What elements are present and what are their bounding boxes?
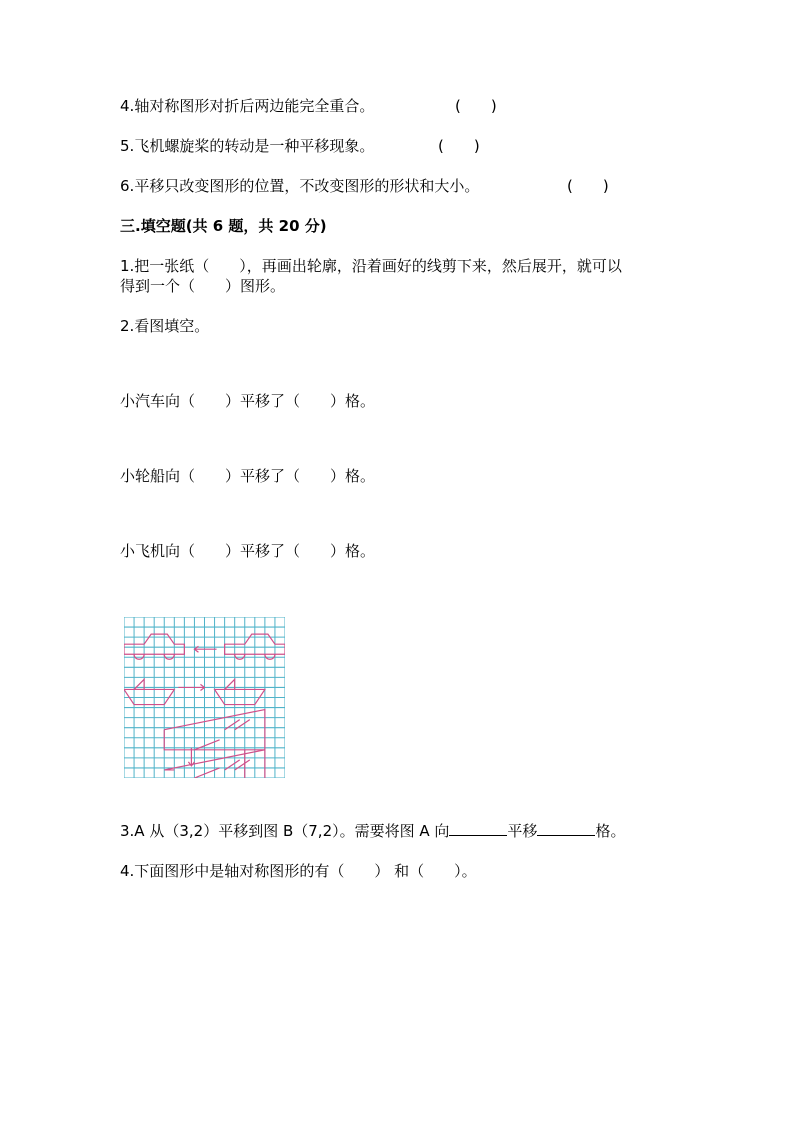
q2-title: 2.看图填空。	[120, 317, 210, 335]
answer-blank-direction[interactable]	[449, 821, 507, 836]
judge-item-6: 6.平移只改变图形的位置，不改变图形的形状和大小。 ( )	[120, 177, 609, 195]
answer-paren[interactable]: ( )	[567, 177, 609, 195]
q4-line: 4.下面图形中是轴对称图形的有（ ） 和（ ）。	[120, 862, 477, 880]
q1-line2: 得到一个（ ）图形。	[120, 277, 286, 295]
q3-line: 3.A 从（3,2）平移到图 B（7,2）。需要将图 A 向 平移 格。	[120, 822, 626, 840]
grid-lines	[124, 617, 285, 778]
judge-item-4: 4.轴对称图形对折后两边能完全重合。 ( )	[120, 97, 497, 115]
arrow-down-icon	[188, 748, 194, 766]
translation-grid-figure	[124, 617, 285, 778]
q2-row-ship: 小轮船向（ ）平移了（ ）格。	[120, 467, 376, 485]
q2-row-plane: 小飞机向（ ）平移了（ ）格。	[120, 542, 376, 560]
section-title: 三.填空题(共 6 题，共 20 分)	[120, 217, 327, 235]
answer-paren[interactable]: ( )	[438, 137, 480, 155]
judge-item-5: 5.飞机螺旋桨的转动是一种平移现象。 ( )	[120, 137, 480, 155]
answer-paren[interactable]: ( )	[455, 97, 497, 115]
plane-wing-top	[194, 720, 249, 750]
q1-line1: 1.把一张纸（ ），再画出轮廓，沿着画好的线剪下来，然后展开，就可以	[120, 257, 622, 275]
arrow-right-icon	[178, 684, 204, 690]
answer-blank-count[interactable]	[537, 821, 595, 836]
q2-row-car: 小汽车向（ ）平移了（ ）格。	[120, 392, 376, 410]
